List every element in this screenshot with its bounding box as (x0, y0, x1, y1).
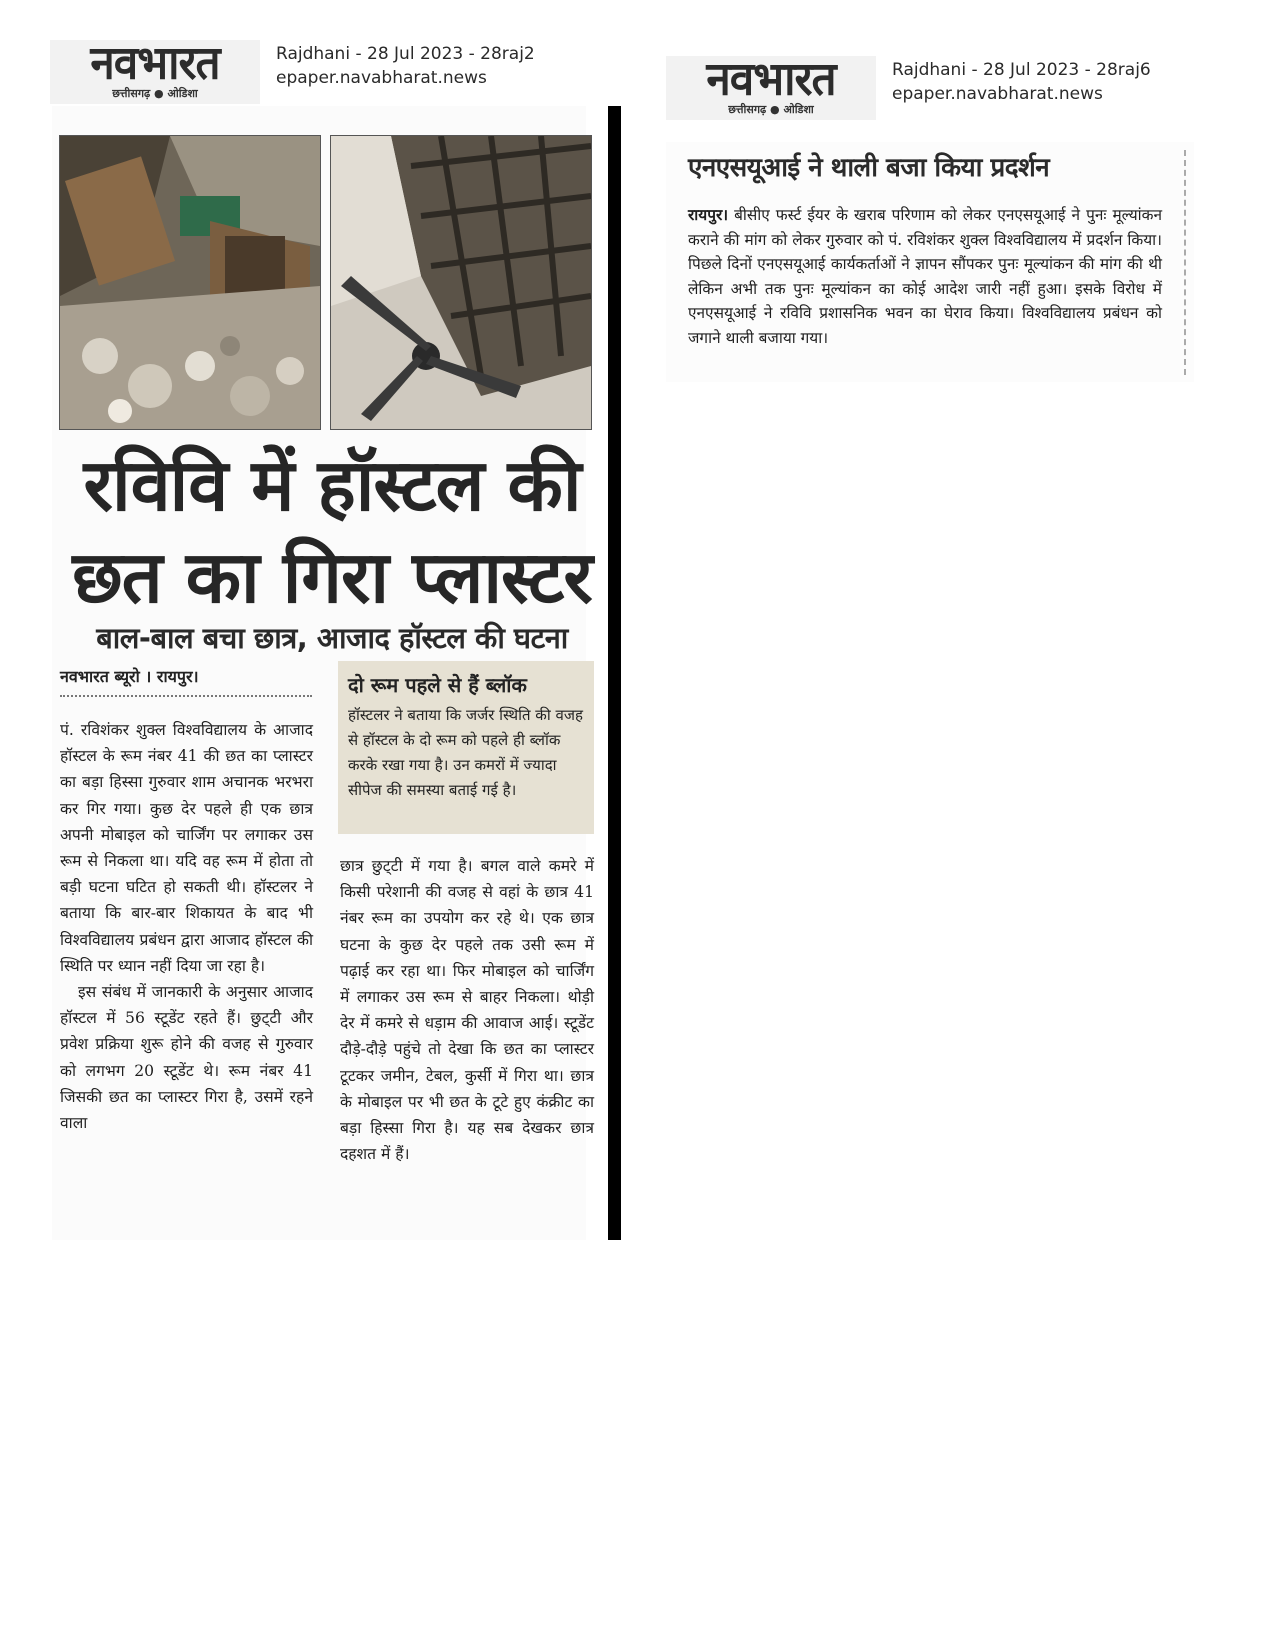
article-column-1 (60, 717, 313, 1136)
sidebar-text: हॉस्टलर ने बताया कि जर्जर स्थिति की वजह से हॉस्टल के दो रूम को पहले ही ब्लॉक करके रखा गया है। उन कमरों में ज्यादा सीपेज की समस्या बताई गई है। (348, 706, 583, 799)
newspaper-logo (666, 52, 876, 120)
edition-label: Rajdhani - 28 Jul 2023 - 28raj2 (276, 44, 535, 64)
paragraph: पं. रविशंकर शुक्ल विश्वविद्यालय के आजाद हॉस्टल के रूम नंबर 41 की छत का प्लास्टर का बड़ा हिस्सा गुरुवार शाम अचानक भरभरा कर गिर गया। कुछ देर पहले ही एक छात्र अपनी मोबाइल को चार्जिंग पर लगाकर उस रूम से निकला था। यदि वह रूम में होता तो बड़ी घटना घटित हो सकती थी। हॉस्टलर ने बताया कि बार-बार शिकायत के बाद भी विश्वविद्यालय प्रबंधन द्वारा आजाद हॉस्टल की स्थिति पर ध्यान नहीं दिया जा रहा है। (60, 721, 313, 975)
dashed-rule (1184, 150, 1186, 375)
logo-subtitle: छत्तीसगढ़ ● ओडिशा (112, 87, 198, 100)
sub-headline: बाल-बाल बचा छात्र, आजाद हॉस्टल की घटना (96, 621, 568, 655)
right-article-body (688, 203, 1162, 351)
dateline: रायपुर। (688, 206, 729, 224)
paragraph: छात्र छुट्‌टी में गया है। बगल वाले कमरे में किसी परेशानी की वजह से वहां के छात्र 41 नंबर रूम का उपयोग कर रहे थे। एक छात्र घटना के कुछ देर पहले तक उसी रूम में पढ़ाई कर रहा था। फिर मोबाइल को चार्जिंग में लगाकर उस रूम से बाहर निकला। थोड़ी देर में कमरे से धड़ाम की आवाज आई। स्टूडेंट दौड़े-दौड़े पहुंचे तो देखा कि छत का प्लास्टर टूटकर जमीन, टेबल, कुर्सी में गिरा था। छात्र के मोबाइल पर भी छत के टूटे हुए कंक्रीट का बड़ा हिस्सा गिरा है। यह सब देखकर छात्र दहशत में हैं। (340, 857, 594, 1164)
byline: नवभारत ब्यूरो । रायपुर। (60, 665, 312, 697)
epaper-site: epaper.navabharat.news (276, 68, 487, 88)
ceiling-fan-image (331, 136, 591, 429)
edition-info (276, 42, 535, 90)
left-masthead (50, 36, 535, 104)
sidebar-title: दो रूम पहले से हैं ब्लॉक (348, 673, 527, 697)
right-masthead (666, 52, 1151, 120)
paragraph: इस संबंध में जानकारी के अनुसार आजाद हॉस्टल में 56 स्टूडेंट रहते हैं। छुट्‌टी और प्रवेश प्रक्रिया शुरू होने की वजह से गुरुवार को लगभग 20 स्टूडेंट थे। रूम नंबर 41 जिसकी छत का प्लास्टर गिरा है, उसमें रहने वाला (60, 983, 313, 1133)
right-body-text: बीसीए फर्स्ट ईयर के खराब परिणाम को लेकर एनएसयूआई ने पुनः मूल्यांकन कराने की मांग को लेकर गुरुवार को पं. रविशंकर शुक्ल विश्वविद्यालय में प्रदर्शन किया। पिछले दिनों एनएसयूआई कार्यकर्ताओं ने ज्ञापन सौंपकर पुनः मूल्यांकन की मांग की थी लेकिन अभी तक पुनः मूल्यांकन का कोई आदेश जारी नहीं हुआ। इसके विरोध में एनएसयूआई ने रविवि प्रशासनिक भवन का घेराव किया। विश्वविद्यालय प्रबंधन को जगाने थाली बजाया गया। (688, 206, 1162, 347)
epaper-site: epaper.navabharat.news (892, 84, 1103, 104)
logo-text: नवभारत (706, 52, 836, 107)
logo-text: नवभारत (90, 36, 220, 91)
column-rule (608, 106, 621, 1240)
logo-subtitle: छत्तीसगढ़ ● ओडिशा (728, 103, 814, 116)
photo-damaged-ceiling (330, 135, 592, 430)
photo-collapsed-plaster (59, 135, 321, 430)
main-headline-line1: रविवि में हॉस्टल की (83, 443, 581, 527)
sidebar-box (338, 661, 594, 834)
newspaper-logo (50, 36, 260, 104)
collapsed-plaster-image (60, 136, 320, 429)
article-column-2 (340, 853, 594, 1167)
edition-info (892, 58, 1151, 106)
main-headline-line2: छत का गिरा प्लास्टर (72, 535, 592, 619)
edition-label: Rajdhani - 28 Jul 2023 - 28raj6 (892, 60, 1151, 80)
right-headline: एनएसयूआई ने थाली बजा किया प्रदर्शन (688, 153, 1050, 183)
